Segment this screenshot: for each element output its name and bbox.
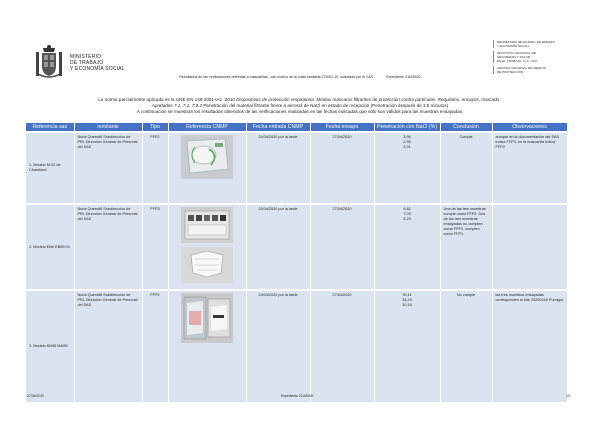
col-header: Tipo bbox=[142, 123, 168, 132]
cell-tipo: FFP3 bbox=[142, 204, 168, 290]
penetracion-value: 30,11 bbox=[402, 293, 412, 297]
col-header: Conclusión bbox=[440, 123, 492, 132]
penetracion-value: 7,09 bbox=[403, 211, 411, 216]
ministry-line: DE TRABAJO bbox=[70, 60, 104, 66]
intro-norm-title: Dispositivos de protección respiratoria. Medias máscaras filtrantes de protección contra partículas. Requisitos, ensayos, marcado : bbox=[236, 97, 502, 102]
cell-conclusion: No cumple bbox=[440, 290, 492, 402]
cell-fecha-ensayo: 27/04/2020 bbox=[310, 132, 374, 204]
col-header: Penetración con NaCl (%) bbox=[374, 123, 440, 132]
col-header: Fecha ensayo bbox=[310, 123, 374, 132]
cell-photo bbox=[168, 204, 246, 290]
intro-norm: La norma parcialmente aplicada es la UNE-EN 149:2001+A1 :2010 bbox=[98, 97, 235, 102]
institution-secretaria: SECRETARÍA DE ESTADO DE EMPLEO Y ECONOMÍA SOCIAL bbox=[493, 40, 575, 48]
col-header: Observaciones bbox=[492, 123, 567, 132]
penetracion-value: 9,82 bbox=[403, 207, 411, 211]
cell-fecha-entrada: 24/04/2020 por la tarde bbox=[246, 204, 310, 290]
cell-penetracion bbox=[374, 204, 440, 290]
cell-fecha-ensayo: 27/04/2020 bbox=[310, 204, 374, 290]
col-header: Referencia sas bbox=[26, 123, 74, 132]
cell-ref: 1. Modelo M-02 de Chamfond bbox=[26, 132, 74, 204]
cell-observaciones: las tres muestras ensayadas corresponden al lote 20200316 Purvigor bbox=[492, 290, 567, 402]
footer-expediente: Expediente 21IA9420 bbox=[281, 394, 314, 398]
cell-observaciones bbox=[492, 204, 567, 290]
mask-photo-2 bbox=[181, 207, 233, 283]
cell-photo bbox=[168, 290, 246, 402]
intro-paragraph bbox=[40, 97, 560, 115]
cell-tipo: FFP2 bbox=[142, 290, 168, 402]
subtitle-text: Resultados de las verificaciones referidas a mascarillas , con motivo de la crisis sanitaria COVID-19, solicitado por el SAS bbox=[179, 75, 374, 79]
penetracion-value: 2,95 bbox=[403, 139, 411, 144]
mask-photo-1 bbox=[181, 135, 233, 179]
subtitle-expediente: Expediente 21IA9420 bbox=[386, 75, 421, 79]
table-row bbox=[26, 204, 567, 290]
document-subtitle bbox=[0, 75, 600, 79]
col-header: Fecha entrada CNMP bbox=[246, 123, 310, 132]
cell-fecha-entrada: 24/04/2020 por la tarde bbox=[246, 290, 310, 402]
institution-cnmp: CENTRO NACIONAL DE MEDIOS DE PROTECCIÓN bbox=[493, 66, 575, 74]
penetracion-value: 2,91 bbox=[403, 144, 411, 149]
cell-ref: 2. Modelo Elite EB09.04 bbox=[26, 204, 74, 290]
intro-note: A continuación se muestran los resultados obtenidos de las verificaciones realizadas en las fechas indicadas que sólo son válidos para las muestras ensayadas. bbox=[136, 109, 464, 114]
cell-conclusion: Una de las tres muestras cumple como FFP2. Dos de las tres muestras ensayadas no cumplen como FFP2, cumplen como FFP1 bbox=[440, 204, 492, 290]
cell-conclusion: Cumple bbox=[440, 132, 492, 204]
institution-insst: INSTITUTO NACIONAL DE SEGURIDAD Y SALUD EN EL TRABAJO, O.A., M.P. bbox=[493, 51, 575, 63]
results-table bbox=[26, 123, 568, 402]
table-row bbox=[26, 132, 567, 204]
institution-block bbox=[493, 40, 575, 77]
mask-photo-3 bbox=[181, 293, 233, 343]
cell-observaciones: aunque en la documentación del SAS indica FFP3, en la mascarilla indica FFP2 bbox=[492, 132, 567, 204]
cell-remitente: Nuria Querolt6 Subdirección de PRL Dirección General de Personal del SAS bbox=[74, 132, 142, 204]
intro-penetracion: Penetración del material filtrante frente a aerosol de NaCl en estado de recepción (Penetración después de 3,5 minutos) bbox=[203, 103, 449, 108]
penetracion-value: 34,29 bbox=[402, 297, 412, 302]
col-header: Referencia CNMP bbox=[168, 123, 246, 132]
ministry-line: MINISTERIO bbox=[70, 54, 102, 60]
ministry-name bbox=[70, 54, 125, 72]
penetracion-value: 5,23 bbox=[403, 216, 411, 221]
penetracion-value: 30,16 bbox=[402, 302, 412, 307]
col-header: remitante bbox=[74, 123, 142, 132]
intro-apartados: Apartados 7.1, 7.2, 7.9.2 bbox=[151, 103, 203, 108]
footer-date: 27/04/2020 bbox=[27, 394, 44, 398]
cell-fecha-entrada: 24/04/2020 por la tarde bbox=[246, 132, 310, 204]
penetracion-value: 3,96 bbox=[403, 135, 411, 139]
table-header-row bbox=[26, 123, 567, 132]
cell-ref: 3. Modelo KN95 MASK bbox=[26, 290, 74, 402]
cell-photo bbox=[168, 132, 246, 204]
cell-penetracion bbox=[374, 132, 440, 204]
cell-remitente: Nuria Querolt6 Subdirección de PRL Dirección General de Personal del SAS bbox=[74, 204, 142, 290]
cell-remitente: Nuria Querolt6 Subdirección de PRL Dirección General de Personal del SAS bbox=[74, 290, 142, 402]
footer-page-number: 1/1 bbox=[566, 394, 571, 398]
cell-penetracion bbox=[374, 290, 440, 402]
cell-fecha-ensayo: 27/04/2020 bbox=[310, 290, 374, 402]
table-row bbox=[26, 290, 567, 402]
cell-tipo: FFP2 bbox=[142, 132, 168, 204]
ministry-line: Y ECONOMÍA SOCIAL bbox=[70, 66, 125, 72]
